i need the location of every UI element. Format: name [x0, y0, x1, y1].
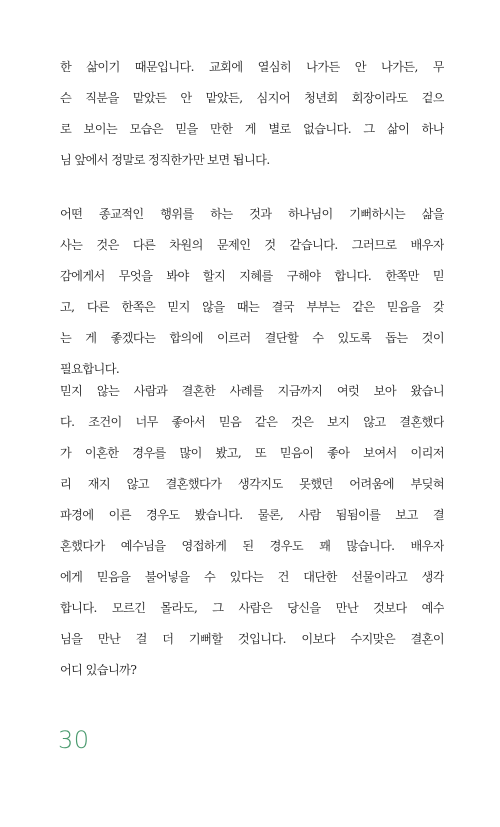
paragraph-line: 사는 것은 다른 차원의 문제인 것 같습니다. 그러므로 배우자: [60, 238, 444, 252]
paragraph-line: 고, 다른 한쪽은 믿지 않을 때는 결국 부부는 같은 믿음을 갖: [60, 300, 444, 314]
paragraph-line: 믿지 않는 사람과 결혼한 사례를 지금까지 여럿 보아 왔습니: [60, 384, 444, 398]
page-number: 30: [58, 726, 90, 754]
paragraph-line: 파경에 이른 경우도 봤습니다. 물론, 사람 됨됨이를 보고 결: [60, 508, 444, 522]
paragraph-line: 님을 만난 걸 더 기뻐할 것입니다. 이보다 수지맞은 결혼이: [60, 632, 444, 646]
paragraph-line: 혼했다가 예수님을 영접하게 된 경우도 꽤 많습니다. 배우자: [60, 539, 444, 553]
paragraph-line: 리 재지 않고 결혼했다가 생각지도 못했던 어려움에 부딪혀: [60, 477, 444, 491]
paragraph-line: 어떤 종교적인 행위를 하는 것과 하나님이 기뻐하시는 삶을: [60, 207, 444, 221]
paragraph-1: [60, 52, 444, 176]
paragraph-line: 에게 믿음을 불어넣을 수 있다는 건 대단한 선물이라고 생각: [60, 570, 444, 584]
paragraph-line: 님 앞에서 정말로 정직한가만 보면 됩니다.: [60, 153, 270, 167]
paragraph-line: 필요합니다.: [60, 362, 120, 376]
paragraph-line: 합니다. 모르긴 몰라도, 그 사람은 당신을 만난 것보다 예수: [60, 601, 444, 615]
paragraph-line: 한 삶이기 때문입니다. 교회에 열심히 나가든 안 나가든, 무: [60, 60, 444, 74]
paragraph-line: 는 게 좋겠다는 합의에 이르러 결단할 수 있도록 돕는 것이: [60, 331, 444, 345]
paragraph-3: [60, 376, 444, 686]
paragraph-line: 감에게서 무엇을 봐야 할지 지혜를 구해야 합니다. 한쪽만 믿: [60, 269, 444, 283]
paragraph-2: [60, 199, 444, 385]
paragraph-line: 가 이혼한 경우를 많이 봤고, 또 믿음이 좋아 보여서 이리저: [60, 446, 444, 460]
paragraph-line: 다. 조건이 너무 좋아서 믿음 같은 것은 보지 않고 결혼했다: [60, 415, 444, 429]
paragraph-line: 로 보이는 모습은 믿을 만한 게 별로 없습니다. 그 삶이 하나: [60, 122, 444, 136]
paragraph-line: 슨 직분을 맡았든 안 맡았든, 심지어 청년회 회장이라도 겉으: [60, 91, 444, 105]
paragraph-line: 어디 있습니까?: [60, 663, 137, 677]
